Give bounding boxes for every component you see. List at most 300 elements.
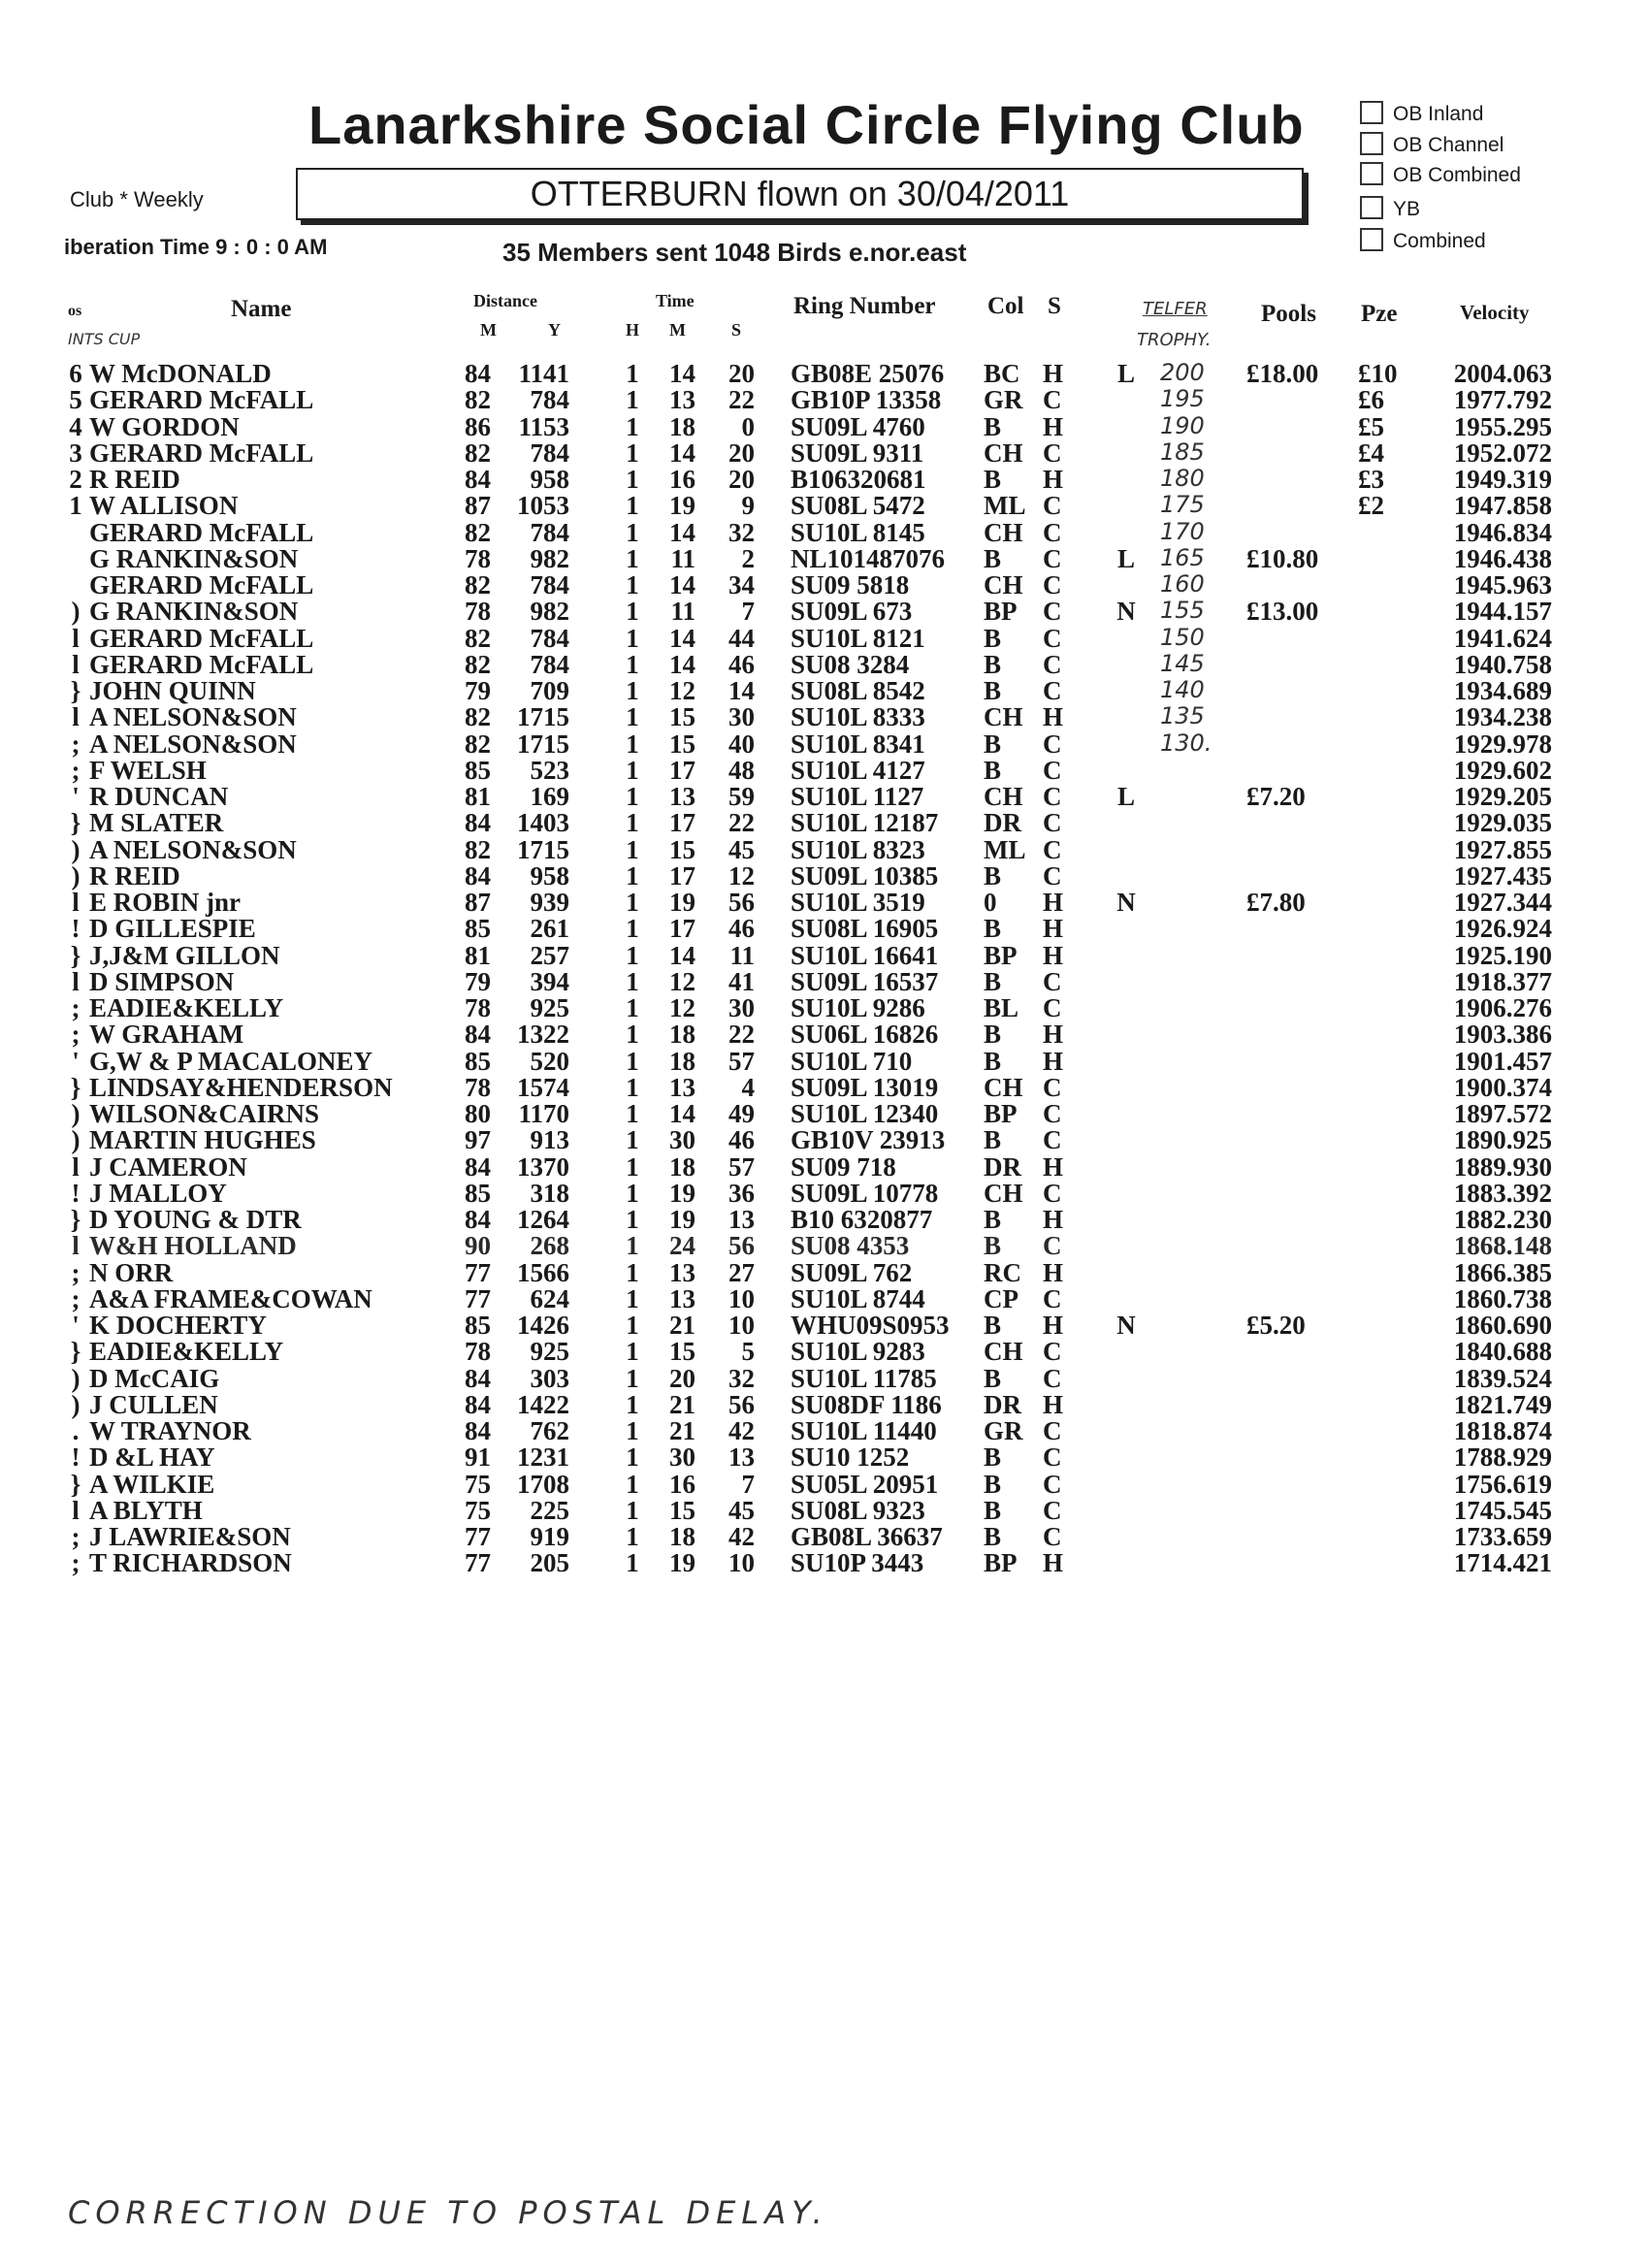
checkbox-label: YB — [1393, 198, 1421, 220]
handwritten-trophy-points: 145 — [1160, 649, 1205, 677]
distance-yards: 709 — [530, 676, 569, 705]
time-seconds: 30 — [728, 702, 755, 732]
time-hours: 1 — [626, 1442, 639, 1473]
time-hours: 1 — [626, 782, 639, 811]
member-name: R REID — [89, 860, 180, 891]
time-minutes: 19 — [669, 491, 695, 521]
distance-miles: 82 — [465, 834, 491, 864]
header-time-s: S — [731, 320, 742, 340]
position-number: } — [70, 1072, 81, 1102]
distance-miles: 85 — [465, 755, 491, 785]
prize-amount: £5 — [1358, 411, 1384, 441]
position-number: 3 — [69, 437, 82, 468]
bird-sex: H — [1043, 1020, 1064, 1050]
position-number: l — [72, 649, 80, 679]
race-title-box: OTTERBURN flown on 30/04/2011 — [296, 168, 1304, 220]
time-seconds: 30 — [728, 993, 755, 1022]
time-seconds: 14 — [728, 676, 755, 705]
checkbox-label: Combined — [1393, 230, 1486, 252]
time-hours: 1 — [626, 1495, 639, 1525]
velocity: 1946.834 — [1453, 517, 1552, 547]
bird-colour: CH — [984, 1072, 1023, 1102]
member-name: D YOUNG & DTR — [89, 1205, 302, 1234]
ring-number: SU10L 1127 — [791, 782, 924, 811]
time-seconds: 48 — [728, 755, 755, 785]
time-hours: 1 — [626, 491, 639, 521]
distance-miles: 77 — [465, 1522, 491, 1551]
member-name: D &L HAY — [89, 1442, 215, 1473]
bird-colour: DR — [984, 808, 1021, 838]
position-number: 5 — [69, 385, 82, 415]
time-seconds: 4 — [741, 1072, 755, 1102]
distance-yards: 1422 — [517, 1389, 569, 1419]
distance-miles: 84 — [465, 860, 491, 891]
time-seconds: 45 — [728, 1495, 755, 1525]
bird-sex: C — [1043, 1469, 1062, 1499]
position-number: l — [72, 888, 80, 917]
bird-sex: C — [1043, 1125, 1062, 1155]
time-seconds: 20 — [728, 465, 755, 494]
checkbox-label: OB Channel — [1393, 134, 1504, 156]
time-minutes: 14 — [669, 1099, 695, 1128]
distance-yards: 958 — [530, 465, 569, 494]
distance-miles: 81 — [465, 782, 491, 811]
distance-miles: 97 — [465, 1125, 491, 1155]
distance-miles: 80 — [465, 1099, 491, 1128]
time-minutes: 15 — [669, 702, 695, 732]
ring-number: GB08L 36637 — [791, 1522, 943, 1551]
distance-yards: 982 — [530, 597, 569, 627]
distance-miles: 82 — [465, 702, 491, 732]
pool-flag: N — [1116, 1311, 1136, 1340]
distance-yards: 1264 — [517, 1205, 569, 1234]
bird-sex: C — [1043, 782, 1062, 811]
bird-colour: BP — [984, 1548, 1018, 1578]
ring-number: GB10P 13358 — [791, 385, 942, 415]
position-number: ) — [71, 1363, 81, 1393]
member-name: W&H HOLLAND — [89, 1231, 297, 1261]
time-seconds: 57 — [728, 1151, 755, 1182]
bird-colour: B — [984, 1363, 1002, 1393]
checkbox-box[interactable] — [1360, 196, 1383, 219]
bird-colour: B — [984, 755, 1002, 785]
handwritten-trophy-points: 165 — [1160, 543, 1205, 571]
time-seconds: 32 — [728, 1363, 755, 1393]
member-name: D GILLESPIE — [89, 914, 256, 944]
time-minutes: 13 — [669, 782, 695, 811]
ring-number: SU10L 9283 — [791, 1337, 925, 1367]
distance-yards: 268 — [530, 1231, 569, 1261]
bird-sex: C — [1043, 1178, 1062, 1208]
member-name: F WELSH — [89, 755, 207, 785]
member-name: EADIE&KELLY — [89, 993, 284, 1022]
distance-yards: 958 — [530, 860, 569, 891]
distance-miles: 85 — [465, 1178, 491, 1208]
velocity: 1839.524 — [1453, 1363, 1552, 1393]
time-seconds: 56 — [728, 888, 755, 917]
bird-colour: B — [984, 543, 1002, 573]
distance-miles: 82 — [465, 437, 491, 468]
bird-sex: C — [1043, 1522, 1062, 1551]
distance-yards: 1715 — [517, 729, 569, 759]
bird-sex: C — [1043, 966, 1062, 996]
pool-flag: L — [1116, 782, 1135, 811]
ring-number: SU09L 16537 — [791, 966, 939, 996]
distance-miles: 84 — [465, 1363, 491, 1393]
ring-number: SU10 1252 — [791, 1442, 910, 1473]
time-minutes: 18 — [669, 1046, 695, 1076]
header-name: Name — [231, 296, 292, 322]
ring-number: SU08L 5472 — [791, 491, 925, 521]
position-number: ) — [71, 834, 81, 864]
distance-yards: 1715 — [517, 702, 569, 732]
time-seconds: 20 — [728, 359, 755, 388]
distance-miles: 84 — [465, 1416, 491, 1445]
time-minutes: 21 — [669, 1389, 695, 1419]
time-minutes: 15 — [669, 1337, 695, 1367]
header-pools: Pools — [1261, 301, 1316, 327]
position-number: ; — [71, 993, 81, 1022]
distance-miles: 84 — [465, 359, 491, 388]
distance-yards: 1370 — [517, 1151, 569, 1182]
checkbox-combined[interactable] — [1360, 228, 1486, 253]
checkbox-ob-combined[interactable] — [1360, 162, 1521, 187]
position-number: l — [72, 1151, 80, 1182]
position-number: ; — [71, 1283, 81, 1313]
club-type-label: Club * Weekly — [70, 187, 204, 211]
time-minutes: 14 — [669, 623, 695, 653]
bird-colour: B — [984, 1046, 1002, 1076]
time-minutes: 14 — [669, 940, 695, 970]
velocity: 1947.858 — [1453, 491, 1552, 521]
bird-colour: B — [984, 729, 1002, 759]
distance-yards: 303 — [530, 1363, 569, 1393]
bird-sex: C — [1043, 1363, 1062, 1393]
handwritten-trophy-points: 155 — [1160, 597, 1205, 625]
bird-colour: BP — [984, 1099, 1018, 1128]
position-number: ) — [71, 1389, 81, 1419]
time-hours: 1 — [626, 729, 639, 759]
time-minutes: 19 — [669, 1178, 695, 1208]
ring-number: WHU09S0953 — [791, 1311, 950, 1340]
time-hours: 1 — [626, 1231, 639, 1261]
ring-number: SU10L 12187 — [791, 808, 939, 838]
position-number: ; — [71, 1257, 81, 1287]
position-number: l — [72, 702, 80, 732]
handwritten-trophy-line1: TELFER — [1143, 299, 1208, 319]
time-minutes: 18 — [669, 1020, 695, 1050]
bird-colour: B — [984, 1311, 1002, 1340]
time-seconds: 56 — [728, 1389, 755, 1419]
velocity: 1890.925 — [1453, 1125, 1552, 1155]
velocity: 1946.438 — [1453, 543, 1552, 573]
member-name: W ALLISON — [89, 491, 239, 521]
distance-yards: 169 — [530, 782, 569, 811]
checkbox-box[interactable] — [1360, 132, 1383, 155]
bird-sex: C — [1043, 623, 1062, 653]
position-number: ) — [71, 860, 81, 891]
handwritten-trophy-points: 190 — [1160, 411, 1205, 439]
velocity: 1840.688 — [1453, 1337, 1552, 1367]
member-name: M SLATER — [89, 808, 224, 838]
member-name: W TRAYNOR — [89, 1416, 251, 1445]
member-name: JOHN QUINN — [89, 676, 256, 705]
bird-sex: C — [1043, 385, 1062, 415]
member-name: A NELSON&SON — [89, 729, 297, 759]
ring-number: SU10L 8341 — [791, 729, 925, 759]
ring-number: SU10L 12340 — [791, 1099, 939, 1128]
velocity: 1926.924 — [1453, 914, 1552, 944]
member-name: D McCAIG — [89, 1363, 220, 1393]
time-minutes: 14 — [669, 517, 695, 547]
time-hours: 1 — [626, 808, 639, 838]
bird-sex: H — [1043, 1548, 1064, 1578]
bird-sex: C — [1043, 1283, 1062, 1313]
velocity: 1897.572 — [1453, 1099, 1552, 1128]
time-seconds: 56 — [728, 1231, 755, 1261]
time-seconds: 45 — [728, 834, 755, 864]
checkbox-box[interactable] — [1360, 162, 1383, 185]
time-hours: 1 — [626, 1257, 639, 1287]
ring-number: B10 6320877 — [791, 1205, 933, 1234]
header-dist-m: M — [480, 320, 497, 340]
bird-sex: C — [1043, 517, 1062, 547]
distance-miles: 82 — [465, 385, 491, 415]
position-number: 4 — [69, 411, 82, 441]
member-name: K DOCHERTY — [89, 1311, 267, 1340]
ring-number: SU10L 8323 — [791, 834, 925, 864]
checkbox-box[interactable] — [1360, 101, 1383, 124]
member-name: W GORDON — [89, 411, 240, 441]
position-number: 2 — [69, 465, 82, 494]
ring-number: SU06L 16826 — [791, 1020, 939, 1050]
position-number: l — [72, 1231, 80, 1261]
member-name: D SIMPSON — [89, 966, 235, 996]
time-hours: 1 — [626, 940, 639, 970]
distance-yards: 1053 — [517, 491, 569, 521]
ring-number: GB08E 25076 — [791, 359, 945, 388]
time-hours: 1 — [626, 1151, 639, 1182]
ring-number: SU09L 10778 — [791, 1178, 939, 1208]
bird-colour: GR — [984, 385, 1023, 415]
bird-sex: H — [1043, 359, 1064, 388]
ring-number: SU09L 13019 — [791, 1072, 939, 1102]
bird-sex: C — [1043, 570, 1062, 599]
checkbox-ob-channel[interactable] — [1360, 132, 1504, 157]
prize-amount: £4 — [1358, 437, 1384, 468]
handwritten-trophy-points: 130. — [1160, 729, 1212, 757]
distance-miles: 79 — [465, 676, 491, 705]
bird-colour: B — [984, 649, 1002, 679]
bird-sex: H — [1043, 888, 1064, 917]
bird-sex: C — [1043, 1416, 1062, 1445]
ring-number: SU10L 8333 — [791, 702, 925, 732]
time-minutes: 14 — [669, 359, 695, 388]
bird-colour: B — [984, 914, 1002, 944]
distance-yards: 205 — [530, 1548, 569, 1578]
distance-yards: 925 — [530, 993, 569, 1022]
time-seconds: 40 — [728, 729, 755, 759]
time-hours: 1 — [626, 1363, 639, 1393]
time-hours: 1 — [626, 702, 639, 732]
time-hours: 1 — [626, 888, 639, 917]
time-minutes: 18 — [669, 411, 695, 441]
bird-colour: B — [984, 676, 1002, 705]
time-hours: 1 — [626, 676, 639, 705]
velocity: 1918.377 — [1453, 966, 1552, 996]
member-name: A NELSON&SON — [89, 834, 297, 864]
member-name: J LAWRIE&SON — [89, 1522, 291, 1551]
pool-flag: N — [1116, 597, 1136, 627]
time-seconds: 49 — [728, 1099, 755, 1128]
distance-yards: 1170 — [518, 1099, 569, 1128]
distance-miles: 77 — [465, 1548, 491, 1578]
table-row — [0, 1548, 1649, 1587]
time-minutes: 24 — [669, 1231, 695, 1261]
bird-colour: CH — [984, 782, 1023, 811]
velocity: 1944.157 — [1453, 597, 1552, 627]
ring-number: SU10L 3519 — [791, 888, 925, 917]
bird-colour: B — [984, 1020, 1002, 1050]
distance-yards: 1403 — [517, 808, 569, 838]
bird-colour: B — [984, 1231, 1002, 1261]
pools-amount: £5.20 — [1246, 1311, 1306, 1340]
checkbox-box[interactable] — [1360, 228, 1383, 251]
time-minutes: 13 — [669, 385, 695, 415]
velocity: 1929.205 — [1453, 782, 1552, 811]
handwritten-trophy-points: 200 — [1160, 359, 1205, 386]
handwritten-ints-cup: INTS CUP — [68, 330, 141, 348]
member-name: J MALLOY — [89, 1178, 227, 1208]
distance-miles: 78 — [465, 1337, 491, 1367]
time-minutes: 19 — [669, 1548, 695, 1578]
ring-number: SU09L 4760 — [791, 411, 925, 441]
distance-yards: 784 — [530, 385, 569, 415]
bird-colour: GR — [984, 1416, 1023, 1445]
distance-miles: 78 — [465, 993, 491, 1022]
position-number: ) — [71, 1099, 81, 1128]
distance-miles: 77 — [465, 1257, 491, 1287]
position-number: l — [72, 966, 80, 996]
header-time-m: M — [669, 320, 686, 340]
position-number: ! — [71, 1442, 81, 1473]
distance-yards: 784 — [530, 517, 569, 547]
bird-colour: B — [984, 411, 1002, 441]
position-number: 1 — [69, 491, 82, 521]
distance-yards: 919 — [530, 1522, 569, 1551]
velocity: 1952.072 — [1453, 437, 1552, 468]
checkbox-yb[interactable] — [1360, 196, 1420, 221]
velocity: 1934.238 — [1453, 702, 1552, 732]
handwritten-trophy-points: 135 — [1160, 702, 1205, 730]
distance-miles: 78 — [465, 543, 491, 573]
prize-amount: £6 — [1358, 385, 1384, 415]
velocity: 1860.690 — [1453, 1311, 1552, 1340]
pools-amount: £7.80 — [1246, 888, 1306, 917]
velocity: 1929.602 — [1453, 755, 1552, 785]
time-hours: 1 — [626, 597, 639, 627]
ring-number: SU10L 11440 — [791, 1416, 937, 1445]
velocity: 1945.963 — [1453, 570, 1552, 599]
ring-number: SU09L 673 — [791, 597, 913, 627]
time-minutes: 15 — [669, 1495, 695, 1525]
bird-colour: B — [984, 1522, 1002, 1551]
velocity: 1906.276 — [1453, 993, 1552, 1022]
checkbox-ob-inland[interactable] — [1360, 101, 1483, 126]
time-hours: 1 — [626, 1178, 639, 1208]
distance-miles: 82 — [465, 517, 491, 547]
time-minutes: 17 — [669, 755, 695, 785]
handwritten-trophy-line2: TROPHY. — [1137, 330, 1212, 350]
handwritten-trophy-points: 140 — [1160, 676, 1205, 703]
time-hours: 1 — [626, 465, 639, 494]
bird-sex: H — [1043, 914, 1064, 944]
ring-number: SU10L 11785 — [791, 1363, 937, 1393]
velocity: 1868.148 — [1453, 1231, 1552, 1261]
distance-yards: 762 — [530, 1416, 569, 1445]
time-hours: 1 — [626, 1416, 639, 1445]
velocity: 1818.874 — [1453, 1416, 1552, 1445]
position-number: ; — [71, 729, 81, 759]
ring-number: SU09 718 — [791, 1151, 896, 1182]
bird-sex: H — [1043, 411, 1064, 441]
handwritten-trophy-points: 150 — [1160, 623, 1205, 651]
distance-yards: 520 — [530, 1046, 569, 1076]
time-minutes: 21 — [669, 1311, 695, 1340]
distance-yards: 1141 — [518, 359, 569, 388]
time-seconds: 0 — [741, 411, 755, 441]
distance-yards: 1322 — [517, 1020, 569, 1050]
velocity: 1883.392 — [1453, 1178, 1552, 1208]
ring-number: SU10L 9286 — [791, 993, 925, 1022]
time-minutes: 17 — [669, 914, 695, 944]
distance-yards: 784 — [530, 570, 569, 599]
bird-sex: C — [1043, 755, 1062, 785]
handwritten-trophy-points: 175 — [1160, 491, 1205, 519]
member-name: A WILKIE — [89, 1469, 215, 1499]
time-hours: 1 — [626, 1469, 639, 1499]
bird-colour: CP — [984, 1283, 1018, 1313]
distance-miles: 84 — [465, 1205, 491, 1234]
time-hours: 1 — [626, 359, 639, 388]
handwritten-trophy-points: 195 — [1160, 385, 1205, 413]
distance-miles: 85 — [465, 914, 491, 944]
time-hours: 1 — [626, 1283, 639, 1313]
distance-miles: 87 — [465, 888, 491, 917]
position-number: l — [72, 1495, 80, 1525]
bird-sex: C — [1043, 1072, 1062, 1102]
time-minutes: 15 — [669, 834, 695, 864]
time-hours: 1 — [626, 1099, 639, 1128]
bird-sex: H — [1043, 1389, 1064, 1419]
time-seconds: 57 — [728, 1046, 755, 1076]
position-number: ! — [71, 914, 81, 944]
pools-amount: £13.00 — [1246, 597, 1319, 627]
bird-colour: B — [984, 1442, 1002, 1473]
time-minutes: 14 — [669, 570, 695, 599]
velocity: 1941.624 — [1453, 623, 1552, 653]
bird-colour: BP — [984, 597, 1018, 627]
time-seconds: 34 — [728, 570, 755, 599]
velocity: 1927.435 — [1453, 860, 1552, 891]
distance-yards: 257 — [530, 940, 569, 970]
time-seconds: 46 — [728, 649, 755, 679]
distance-yards: 939 — [530, 888, 569, 917]
bird-sex: C — [1043, 1495, 1062, 1525]
members-sent-summary: 35 Members sent 1048 Birds e.nor.east — [502, 238, 967, 267]
velocity: 1788.929 — [1453, 1442, 1552, 1473]
time-hours: 1 — [626, 1020, 639, 1050]
